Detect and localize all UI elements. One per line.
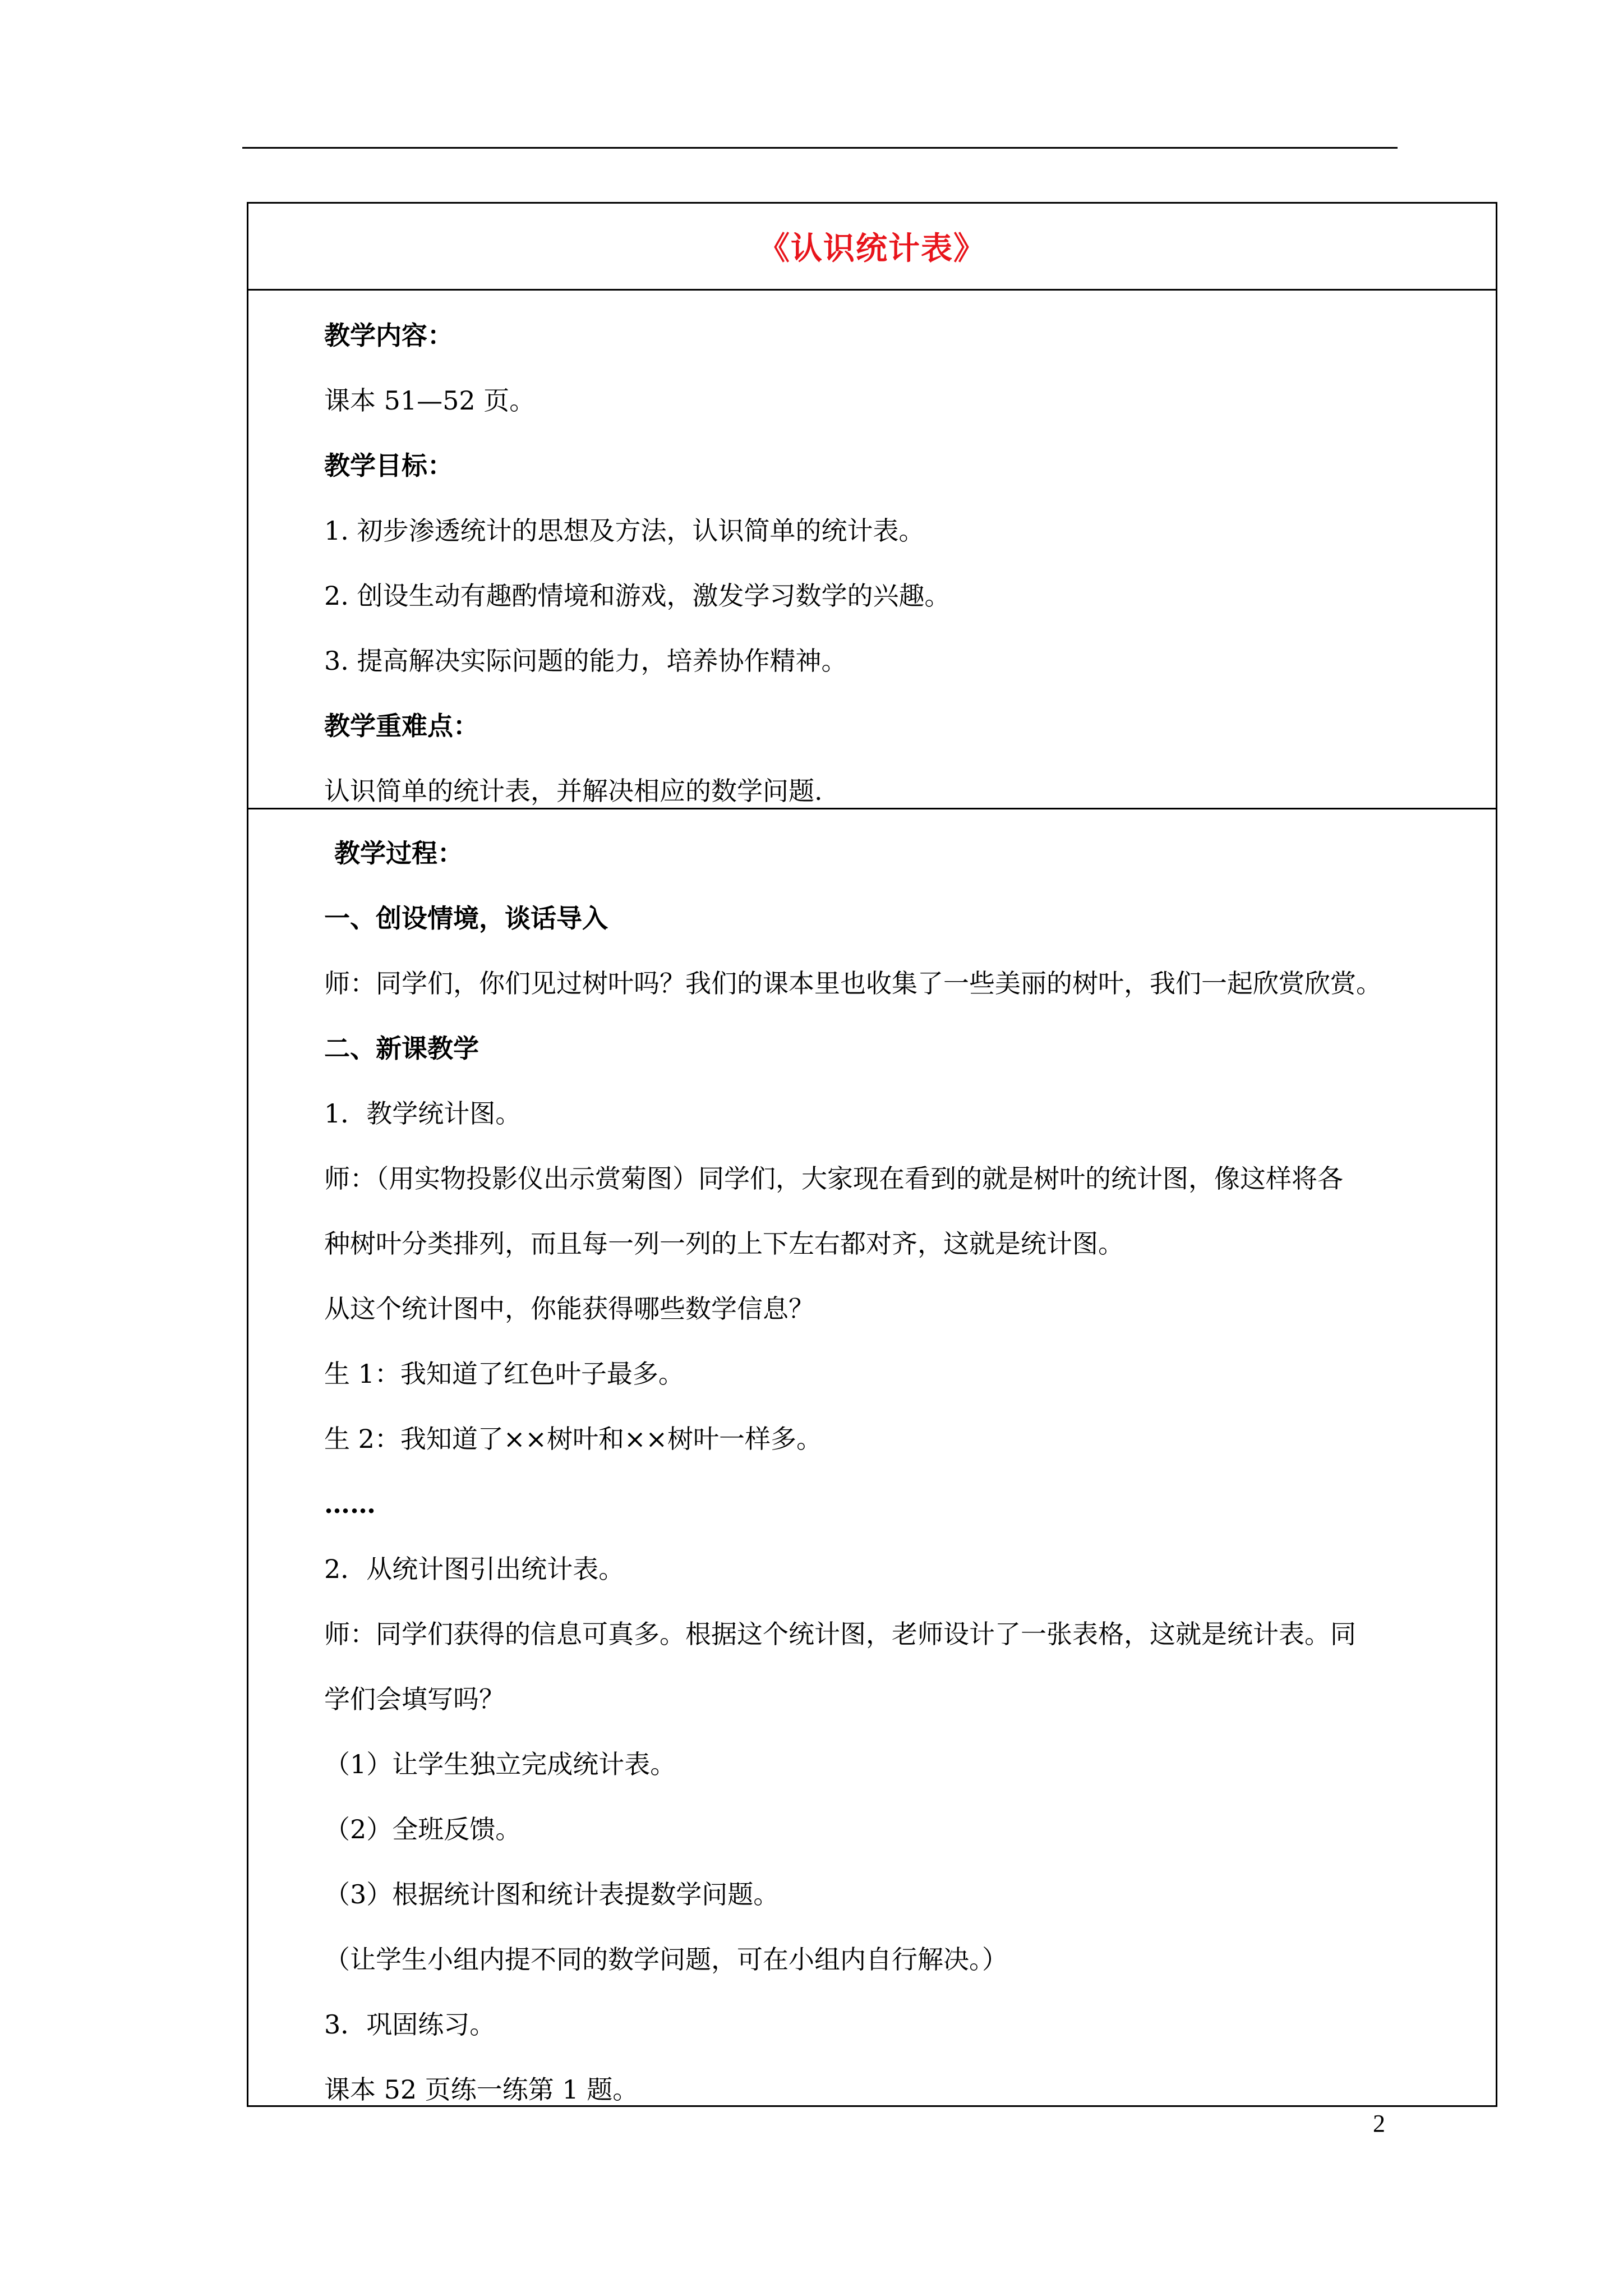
goal-item: 3. 提高解决实际问题的能力，培养协作精神。 [324, 646, 847, 676]
heading-goals: 教学目标： [324, 450, 453, 481]
step3: 3．巩固练习。 [324, 2009, 496, 2040]
step2-teacher-line1: 师：同学们获得的信息可真多。根据这个统计图，老师设计了一张表格，这就是统计表。同 [324, 1619, 1356, 1649]
sub-step-1: （1）让学生独立完成统计表。 [324, 1749, 676, 1779]
lesson-plan-table [247, 202, 1497, 2107]
student1: 生 1：我知道了红色叶子最多。 [324, 1359, 684, 1389]
ellipsis: …… [324, 1489, 376, 1519]
step2: 2．从统计图引出统计表。 [324, 1554, 625, 1584]
heading-process: 教学过程： [334, 838, 463, 868]
header-rule [242, 147, 1398, 149]
key-points-text: 认识简单的统计表，并解决相应的数学问题. [324, 776, 823, 806]
page-number: 2 [1373, 2110, 1385, 2137]
sub-note: （让学生小组内提不同的数学问题，可在小组内自行解决。） [324, 1944, 1008, 1975]
overview-cell [248, 291, 1496, 809]
step1-teacher-line1: 师：（用实物投影仪出示赏菊图）同学们，大家现在看到的就是树叶的统计图，像这样将各 [324, 1163, 1343, 1194]
page-title: 《认识统计表》 [758, 230, 986, 267]
goal-item: 1. 初步渗透统计的思想及方法，认识简单的统计表。 [324, 516, 925, 546]
step2-teacher-line2: 学们会填写吗？ [324, 1684, 505, 1714]
part2-heading: 二、新课教学 [324, 1033, 479, 1064]
sub-step-3: （3）根据统计图和统计表提数学问题。 [324, 1879, 780, 1910]
content-text: 课本 51—52 页。 [324, 385, 536, 416]
step1-teacher-line2: 种树叶分类排列，而且每一列一列的上下左右都对齐，这就是统计图。 [324, 1228, 1124, 1259]
goal-item: 2. 创设生动有趣酌情境和游戏，激发学习数学的兴趣。 [324, 581, 951, 611]
student2: 生 2：我知道了××树叶和××树叶一样多。 [324, 1424, 823, 1454]
step1-question: 从这个统计图中，你能获得哪些数学信息？ [324, 1294, 814, 1324]
heading-content: 教学内容： [324, 320, 453, 351]
process-cell [248, 809, 1496, 2105]
sub-step-2: （2）全班反馈。 [324, 1814, 522, 1844]
heading-key-points: 教学重难点： [324, 711, 479, 741]
title-row [248, 204, 1496, 291]
part1-text: 师：同学们，你们见过树叶吗？我们的课本里也收集了一些美丽的树叶，我们一起欣赏欣赏。 [324, 968, 1382, 999]
part1-heading: 一、创设情境，谈话导入 [324, 903, 608, 933]
step3-text: 课本 52 页练一练第 1 题。 [324, 2074, 639, 2105]
step1: 1．教学统计图。 [324, 1098, 522, 1129]
